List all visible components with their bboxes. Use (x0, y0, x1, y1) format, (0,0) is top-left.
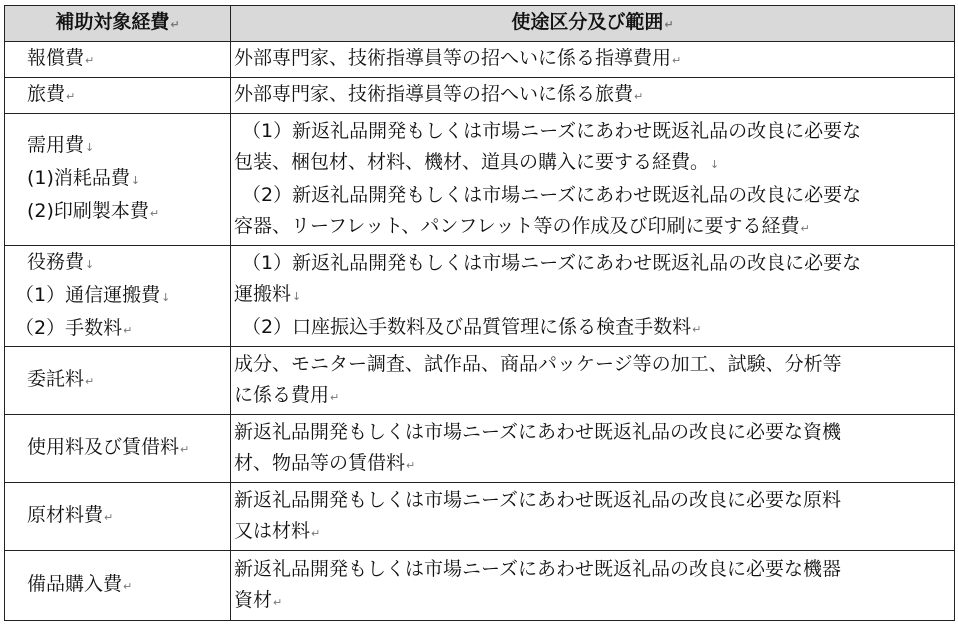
paragraph-mark-icon: ↵ (85, 375, 95, 388)
header-usage-scope: 使途区分及び範囲↵ (231, 6, 955, 42)
usage-scope-text: 容器、リーフレット、パンフレット等の作成及び印刷に要する経費↵ (234, 214, 810, 237)
paragraph-mark-icon: ↵ (634, 90, 644, 103)
usage-scope-text: 外部専門家、技術指導員等の招へいに係る指導費用↵ (234, 47, 682, 69)
table-row (5, 483, 955, 551)
paragraph-mark-icon: ↵ (66, 90, 76, 103)
line-break-icon: ↓ (130, 174, 141, 187)
paragraph-mark-icon: ↵ (104, 511, 114, 524)
expense-category-text: （2）手数料↵ (15, 316, 133, 339)
table-row (5, 114, 955, 246)
table-row (5, 347, 955, 415)
expense-category-text: 旅費↵ (27, 83, 76, 105)
expense-category-cell (5, 114, 231, 246)
usage-scope-cell (231, 78, 955, 114)
expense-category-cell (5, 78, 231, 114)
table-row (5, 42, 955, 78)
paragraph-mark-icon: ↵ (800, 221, 810, 235)
paragraph-mark-icon: ↵ (672, 54, 682, 67)
line-break-icon: ↓ (85, 141, 95, 154)
expense-category-text: 備品購入費↵ (27, 573, 133, 595)
expense-category-text: 原材料費↵ (27, 504, 114, 526)
paragraph-mark-icon: ↵ (170, 18, 180, 31)
paragraph-mark-icon: ↵ (273, 595, 283, 609)
line-break-icon: ↓ (710, 157, 720, 171)
usage-scope-text: 外部専門家、技術指導員等の招へいに係る旅費↵ (234, 83, 644, 105)
expense-category-text: 委託料↵ (27, 368, 95, 390)
paragraph-mark-icon: ↵ (85, 54, 95, 67)
expense-category-text: 報償費↵ (27, 47, 95, 69)
expense-category-cell (5, 483, 231, 551)
usage-scope-text: （2）新返礼品開発もしくは市場ニーズにあわせ既返礼品の改良に必要な (242, 183, 862, 206)
usage-scope-text: 包装、梱包材、材料、機材、道具の購入に要する経費。↓ (234, 150, 720, 173)
usage-scope-text: 新返礼品開発もしくは市場ニーズにあわせ既返礼品の改良に必要な機器 (234, 557, 842, 580)
table-row (5, 246, 955, 347)
header-row (5, 6, 955, 42)
header-expense-category: 補助対象経費↵ (5, 6, 231, 42)
paragraph-mark-icon: ↵ (664, 18, 674, 31)
line-break-icon: ↓ (292, 289, 302, 303)
usage-scope-text: 又は材料↵ (234, 519, 321, 542)
usage-scope-text: 資材↵ (234, 588, 283, 611)
expense-category-text: (2)印刷製本費↵ (27, 200, 160, 222)
paragraph-mark-icon: ↵ (406, 458, 416, 472)
usage-scope-text: （1）新返礼品開発もしくは市場ニーズにあわせ既返礼品の改良に必要な (242, 119, 862, 142)
expense-category-cell (5, 415, 231, 483)
expense-category-cell (5, 42, 231, 78)
usage-scope-text: （1）新返礼品開発もしくは市場ニーズにあわせ既返礼品の改良に必要な (242, 251, 862, 274)
usage-scope-text: （2）口座振込手数料及び品質管理に係る検査手数料↵ (242, 315, 702, 338)
usage-scope-text: 新返礼品開発もしくは市場ニーズにあわせ既返礼品の改良に必要な資機 (234, 420, 842, 443)
table-row (5, 415, 955, 483)
usage-scope-cell (231, 551, 955, 621)
paragraph-mark-icon: ↵ (123, 323, 133, 337)
expense-category-cell (5, 551, 231, 621)
usage-scope-cell (231, 246, 955, 347)
paragraph-mark-icon: ↵ (330, 390, 340, 404)
usage-scope-cell (231, 114, 955, 246)
table-row (5, 551, 955, 621)
paragraph-mark-icon: ↵ (692, 322, 702, 336)
expense-category-text: 使用料及び賃借料↵ (27, 436, 190, 458)
usage-scope-text: 材、物品等の賃借料↵ (234, 451, 416, 474)
paragraph-mark-icon: ↵ (311, 526, 321, 540)
paragraph-mark-icon: ↵ (180, 443, 190, 456)
paragraph-mark-icon: ↵ (123, 580, 133, 593)
usage-scope-cell (231, 347, 955, 415)
usage-scope-cell (231, 415, 955, 483)
usage-scope-cell (231, 42, 955, 78)
expense-category-text: 需用費↓ (27, 134, 95, 156)
usage-scope-text: 成分、モニター調査、試作品、商品パッケージ等の加工、試験、分析等 (234, 352, 842, 375)
expense-category-text: 役務費↓ (27, 250, 95, 273)
expense-category-cell (5, 246, 231, 347)
usage-scope-cell (231, 483, 955, 551)
usage-scope-text: 運搬料↓ (234, 282, 302, 305)
usage-scope-text: に係る費用↵ (234, 383, 340, 406)
table-row (5, 78, 955, 114)
expense-category-text: (1)消耗品費↓ (27, 167, 141, 189)
usage-scope-text: 新返礼品開発もしくは市場ニーズにあわせ既返礼品の改良に必要な原料 (234, 488, 842, 511)
paragraph-mark-icon: ↵ (149, 207, 160, 220)
line-break-icon: ↓ (85, 257, 95, 271)
expense-table (4, 5, 955, 621)
expense-category-cell (5, 347, 231, 415)
expense-category-text: （1）通信運搬費↓ (15, 283, 171, 306)
line-break-icon: ↓ (161, 290, 171, 304)
